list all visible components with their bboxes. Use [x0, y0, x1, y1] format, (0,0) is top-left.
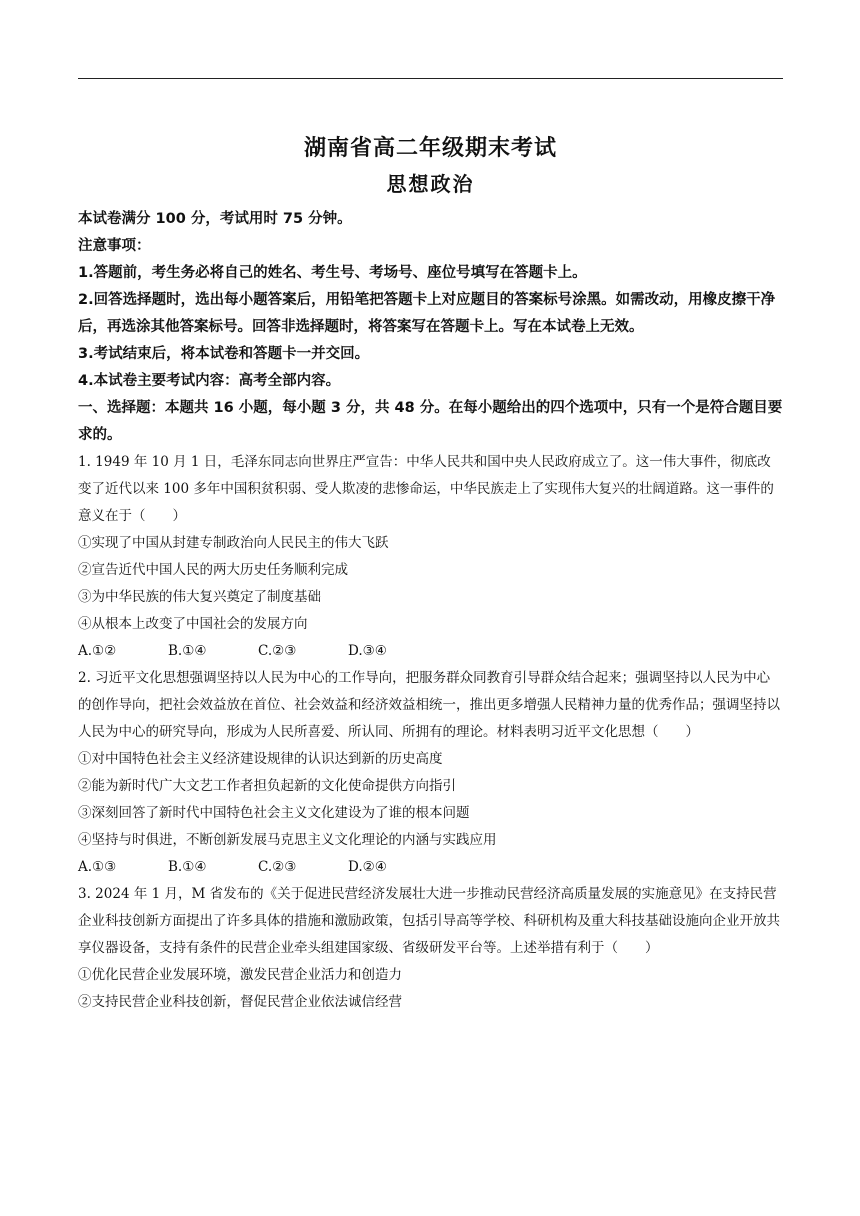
notice-item: 2.回答选择题时，选出每小题答案后，用铅笔把答题卡上对应题目的答案标号涂黑。如需改动，用橡皮擦干净后，再选涂其他答案标号。回答非选择题时，将答案写在答题卡上。写在本试卷上无效。 [78, 292, 776, 335]
notice-item: 1.答题前，考生务必将自己的姓名、考生号、考场号、座位号填写在答题卡上。 [78, 265, 587, 281]
statement: ③深刻回答了新时代中国特色社会主义文化建设为了谁的根本问题 [78, 805, 470, 821]
statement: ④从根本上改变了中国社会的发展方向 [78, 616, 308, 632]
option-b: B.①④ [168, 859, 207, 875]
question-1 [78, 449, 783, 665]
exam-subject: 思想政治 [386, 172, 475, 196]
answer-options [78, 638, 783, 665]
notice-item: 3.考试结束后，将本试卷和答题卡一并交回。 [78, 346, 370, 362]
score-line: 本试卷满分 100 分，考试用时 75 分钟。 [78, 211, 352, 227]
statement: ①实现了中国从封建专制政治向人民民主的伟大飞跃 [78, 535, 389, 551]
option-a: A.①② [78, 643, 117, 659]
option-d: D.③④ [348, 643, 387, 659]
option-c: C.②③ [258, 859, 297, 875]
option-c: C.②③ [258, 643, 297, 659]
header-rule [78, 78, 783, 79]
question-2 [78, 665, 783, 881]
section-heading: 一、选择题：本题共 16 小题，每小题 3 分，共 48 分。在每小题给出的四个选项中，只有一个是符合题目要求的。 [78, 400, 783, 443]
answer-options [78, 854, 783, 881]
exam-title: 湖南省高二年级期末考试 [303, 135, 557, 161]
question-stem: 2. 习近平文化思想强调坚持以人民为中心的工作导向，把服务群众同教育引导群众结合起来；强调坚持以人民为中心的创作导向，把社会效益放在首位、社会效益和经济效益相统一，推出更多增强人民精神力量的优秀作品；强调坚持以人民为中心的研究导向，形成为人民所喜爱、所认同、所拥有的理论。材料表明习近平文化思想（ ） [78, 670, 780, 740]
question-stem: 3. 2024 年 1 月，M 省发布的《关于促进民营经济发展壮大进一步推动民营经济高质量发展的实施意见》在支持民营企业科技创新方面提出了许多具体的措施和激励政策，包括引导高等学校、科研机构及重大科技基础设施向企业开放共享仪器设备，支持有条件的民营企业牵头组建国家级、省级研发平台等。上述举措有利于（ ） [78, 886, 780, 956]
statement: ③为中华民族的伟大复兴奠定了制度基础 [78, 589, 321, 605]
statement: ②宣告近代中国人民的两大历史任务顺利完成 [78, 562, 348, 578]
option-d: D.②④ [348, 859, 387, 875]
notice-item: 4.本试卷主要考试内容：高考全部内容。 [78, 373, 341, 389]
statement: ①对中国特色社会主义经济建设规律的认识达到新的历史高度 [78, 751, 443, 767]
statement: ④坚持与时俱进，不断创新发展马克思主义文化理论的内涵与实践应用 [78, 832, 497, 848]
option-a: A.①③ [78, 859, 117, 875]
question-stem: 1. 1949 年 10 月 1 日，毛泽东同志向世界庄严宣告：中华人民共和国中央人民政府成立了。这一伟大事件，彻底改变了近代以来 100 多年中国积贫积弱、受人欺凌的悲惨命运，中华民族走上了实现伟大复兴的壮阔道路。这一事件的意义在于（ ） [78, 454, 774, 524]
statement: ①优化民营企业发展环境，激发民营企业活力和创造力 [78, 967, 402, 983]
question-3 [78, 881, 783, 1016]
option-b: B.①④ [168, 643, 207, 659]
statement: ②支持民营企业科技创新，督促民营企业依法诚信经营 [78, 994, 402, 1010]
notice-heading: 注意事项： [78, 238, 151, 254]
statement: ②能为新时代广大文艺工作者担负起新的文化使命提供方向指引 [78, 778, 456, 794]
exam-page [78, 130, 783, 1016]
